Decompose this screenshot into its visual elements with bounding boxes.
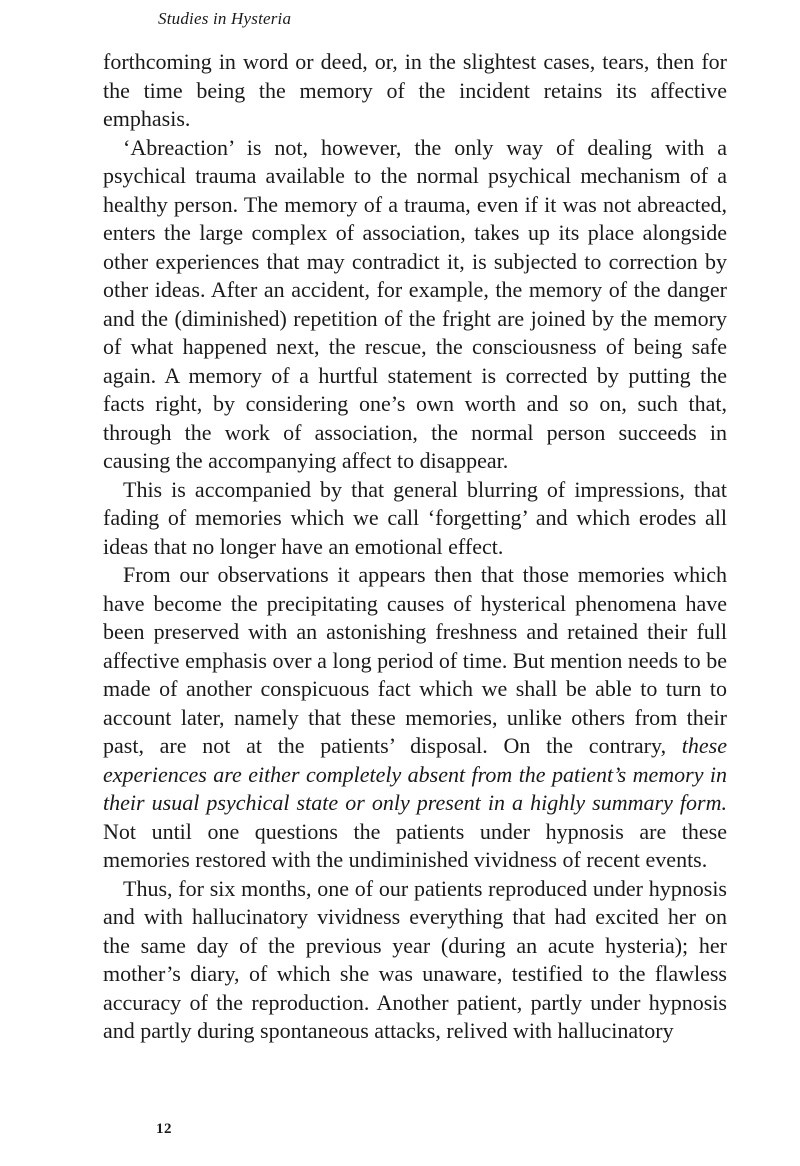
paragraph-4-roman-end: Not until one questions the patients under hypnosis are these memories restored with the undiminished vividness of recent events. [103,818,727,872]
paragraph-1: forthcoming in word or deed, or, in the slightest cases, tears, then for the time being the memory of the incident retains its affective emphasis. [103,49,727,131]
page-number: 12 [156,1121,172,1137]
paragraph-4-roman-start: From our observations it appears then that those memories which have become the precipitating causes of hysterical phenomena have been preserved with an astonishing freshness and retained their full affective emphasis over a long period of time. But mention needs to be made of another conspicuous fact which we shall be able to turn to account later, namely that these memories, unlike others from their past, are not at the patients’ disposal. On the contrary, [103,562,727,758]
paragraph-3: This is accompanied by that general blurring of impressions, that fading of memories which we call ‘forgetting’ and which erodes all ideas that no longer have an emotional effect. [103,476,727,559]
paragraph-5: Thus, for six months, one of our patients reproduced under hypnosis and with hallucinatory vividness everything that had excited her on the same day of the previous year (during an acute hysteria); her mother’s diary, of which she was unaware, testified to the flawless accuracy of the reproduction. Another patient, partly under hypnosis and partly during spontaneous attacks, relived with hallucinatory [103,875,727,1043]
paragraph-2: ‘Abreaction’ is not, however, the only way of dealing with a psychical trauma available to the normal psychical mechanism of a healthy person. The memory of a trauma, even if it was not abreacted, enters the large complex of association, takes up its place alongside other experiences that may contradict it, is subjected to correction by other ideas. After an accident, for example, the memory of the danger and the (diminished) repetition of the fright are joined by the memory of what happened next, the rescue, the consciousness of being safe again. A memory of a hurtful statement is corrected by putting the facts right, by considering one’s own worth and so on, such that, through the work of association, the normal person succeeds in causing the accompanying affect to disappear. [103,134,727,473]
body-text [103,48,727,1046]
paragraph-4-italic: these experiences are either completely absent from the patient’s memory in their usual psychical state or only present in a highly summary form. [103,733,727,815]
paragraph-4 [103,561,727,875]
running-head: Studies in Hysteria [158,9,292,28]
